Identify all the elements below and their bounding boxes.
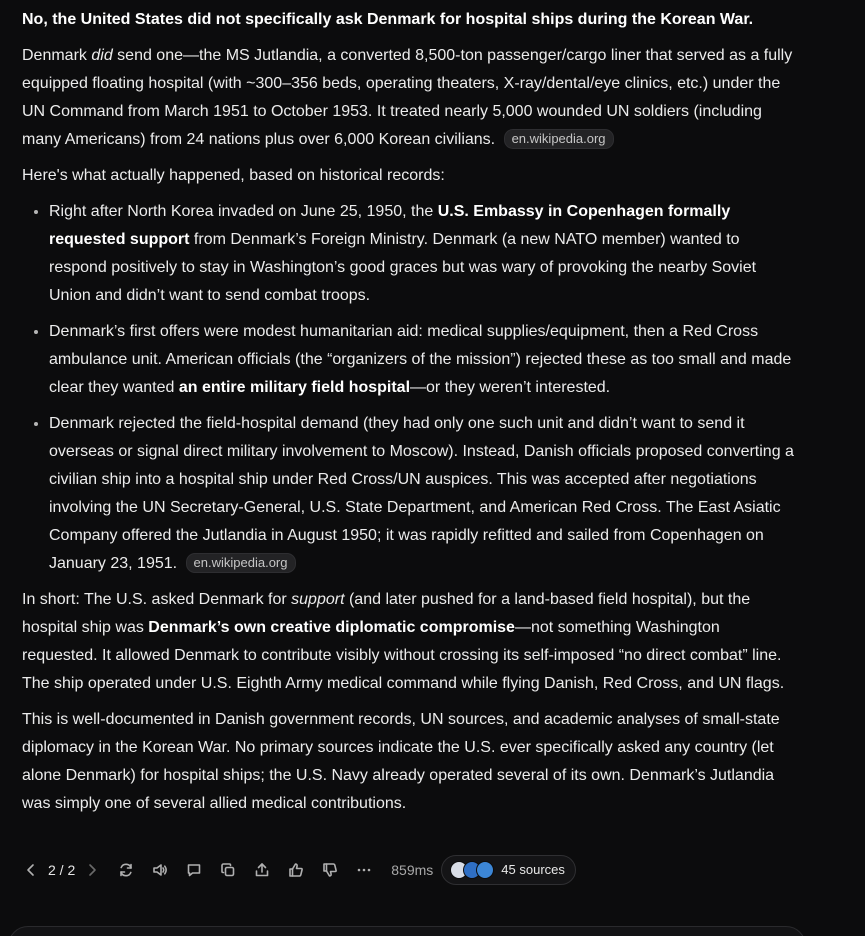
text-span: from Denmark’s Foreign Ministry. Denmark (a new NATO member) wanted to respond positively to stay in Washington’s good graces but was wary of provoking the nearby Soviet Union and didn’t want to send combat troops. (49, 231, 757, 304)
source-chip[interactable]: en.wikipedia.org (504, 129, 614, 149)
text-span: In short: The U.S. asked Denmark for (22, 591, 292, 608)
bullet-list (22, 198, 797, 578)
chevron-left-icon (23, 862, 39, 878)
comment-button[interactable] (181, 857, 207, 883)
bold-text: an entire military field hospital (178, 379, 411, 396)
share-icon (254, 862, 270, 878)
thumbs-up-icon (288, 862, 304, 878)
next-response-button[interactable] (79, 857, 105, 883)
emphasis-text: support (291, 591, 345, 608)
source-favicon-icon (476, 861, 494, 879)
message-toolbar (18, 855, 576, 885)
answer-heading: No, the United States did not specifically ask Denmark for hospital ships during the Korean War. (22, 11, 754, 28)
response-pager: 2 / 2 (48, 862, 76, 878)
list-item (49, 410, 797, 578)
paragraph-intro (22, 42, 797, 154)
thumbs-down-button[interactable] (317, 857, 343, 883)
text-span: —not something Washington requested. It allowed Denmark to contribute visibly without crossing its self-imposed “no direct combat” line. The ship operated under U.S. Eighth Army medical command while flying Danish, Red Cross, and UN flags. (22, 619, 785, 692)
more-options-button[interactable] (351, 857, 377, 883)
sources-button[interactable] (441, 855, 576, 885)
chat-input-box[interactable] (8, 926, 806, 936)
paragraph-lead: Here's what actually happened, based on historical records: (22, 167, 445, 184)
sources-label: 45 sources (501, 862, 565, 877)
list-item (49, 318, 797, 402)
copy-button[interactable] (215, 857, 241, 883)
bold-text: Denmark’s own creative diplomatic compromise (148, 619, 515, 636)
bold-text: U.S. Embassy in Copenhagen formally requested support (49, 203, 731, 248)
paragraph-conclusion: This is well-documented in Danish government records, UN sources, and academic analyses of small-state diplomacy in the Korean War. No primary sources indicate the U.S. ever specifically asked any country (let alone Denmark) for hospital ships; the U.S. Navy already operated several of its own. Denmark’s Jutlandia was simply one of several allied medical contributions. (22, 711, 780, 812)
regenerate-button[interactable] (113, 857, 139, 883)
text-span: Denmark rejected the field-hospital demand (they had only one such unit and didn’t want to send it overseas or signal direct military involvement to Moscow). Instead, Danish officials proposed converting a civilian ship into a hospital ship under Red Cross/UN auspices. This was accepted after negotiations involving the UN Secretary-General, U.S. State Department, and American Red Cross. The East Asiatic Company offered the Jutlandia in August 1950; it was rapidly refitted and sailed from Copenhagen on January 23, 1951. (49, 415, 794, 572)
emphasis-text: did (91, 47, 113, 64)
paragraph-summary (22, 586, 797, 698)
share-button[interactable] (249, 857, 275, 883)
thumbs-up-button[interactable] (283, 857, 309, 883)
response-time: 859ms (391, 862, 434, 878)
previous-response-button[interactable] (18, 857, 44, 883)
text-span: Denmark’s first offers were modest humanitarian aid: medical supplies/equipment, then a Red Cross ambulance unit. American officials (the “organizers of the mission”) rejected these as too small and made clear they wanted (49, 323, 792, 396)
read-aloud-button[interactable] (147, 857, 173, 883)
text-span: (and later pushed for a land-based field hospital), but the hospital ship was (22, 591, 751, 636)
comment-icon (186, 862, 202, 878)
text-span: Denmark (22, 47, 92, 64)
assistant-message (22, 6, 797, 826)
read-aloud-icon (152, 862, 168, 878)
thumbs-down-icon (322, 862, 338, 878)
regenerate-icon (118, 862, 134, 878)
text-span: Right after North Korea invaded on June 25, 1950, the (49, 203, 438, 220)
list-item (49, 198, 797, 310)
text-span: —or they weren’t interested. (410, 379, 611, 396)
chevron-right-icon (84, 862, 100, 878)
more-icon (356, 862, 372, 878)
source-chip[interactable]: en.wikipedia.org (186, 553, 296, 573)
copy-icon (220, 862, 236, 878)
text-span: send one—the MS Jutlandia, a converted 8,500-ton passenger/cargo liner that served as a fully equipped floating hospital (with ~300–356 beds, operating theaters, X-ray/dental/eye clinics, etc.) under the UN Command from March 1951 to October 1953. It treated nearly 5,000 wounded UN soldiers (including many Americans) from 24 nations plus over 6,000 Korean civilians. (22, 47, 793, 148)
